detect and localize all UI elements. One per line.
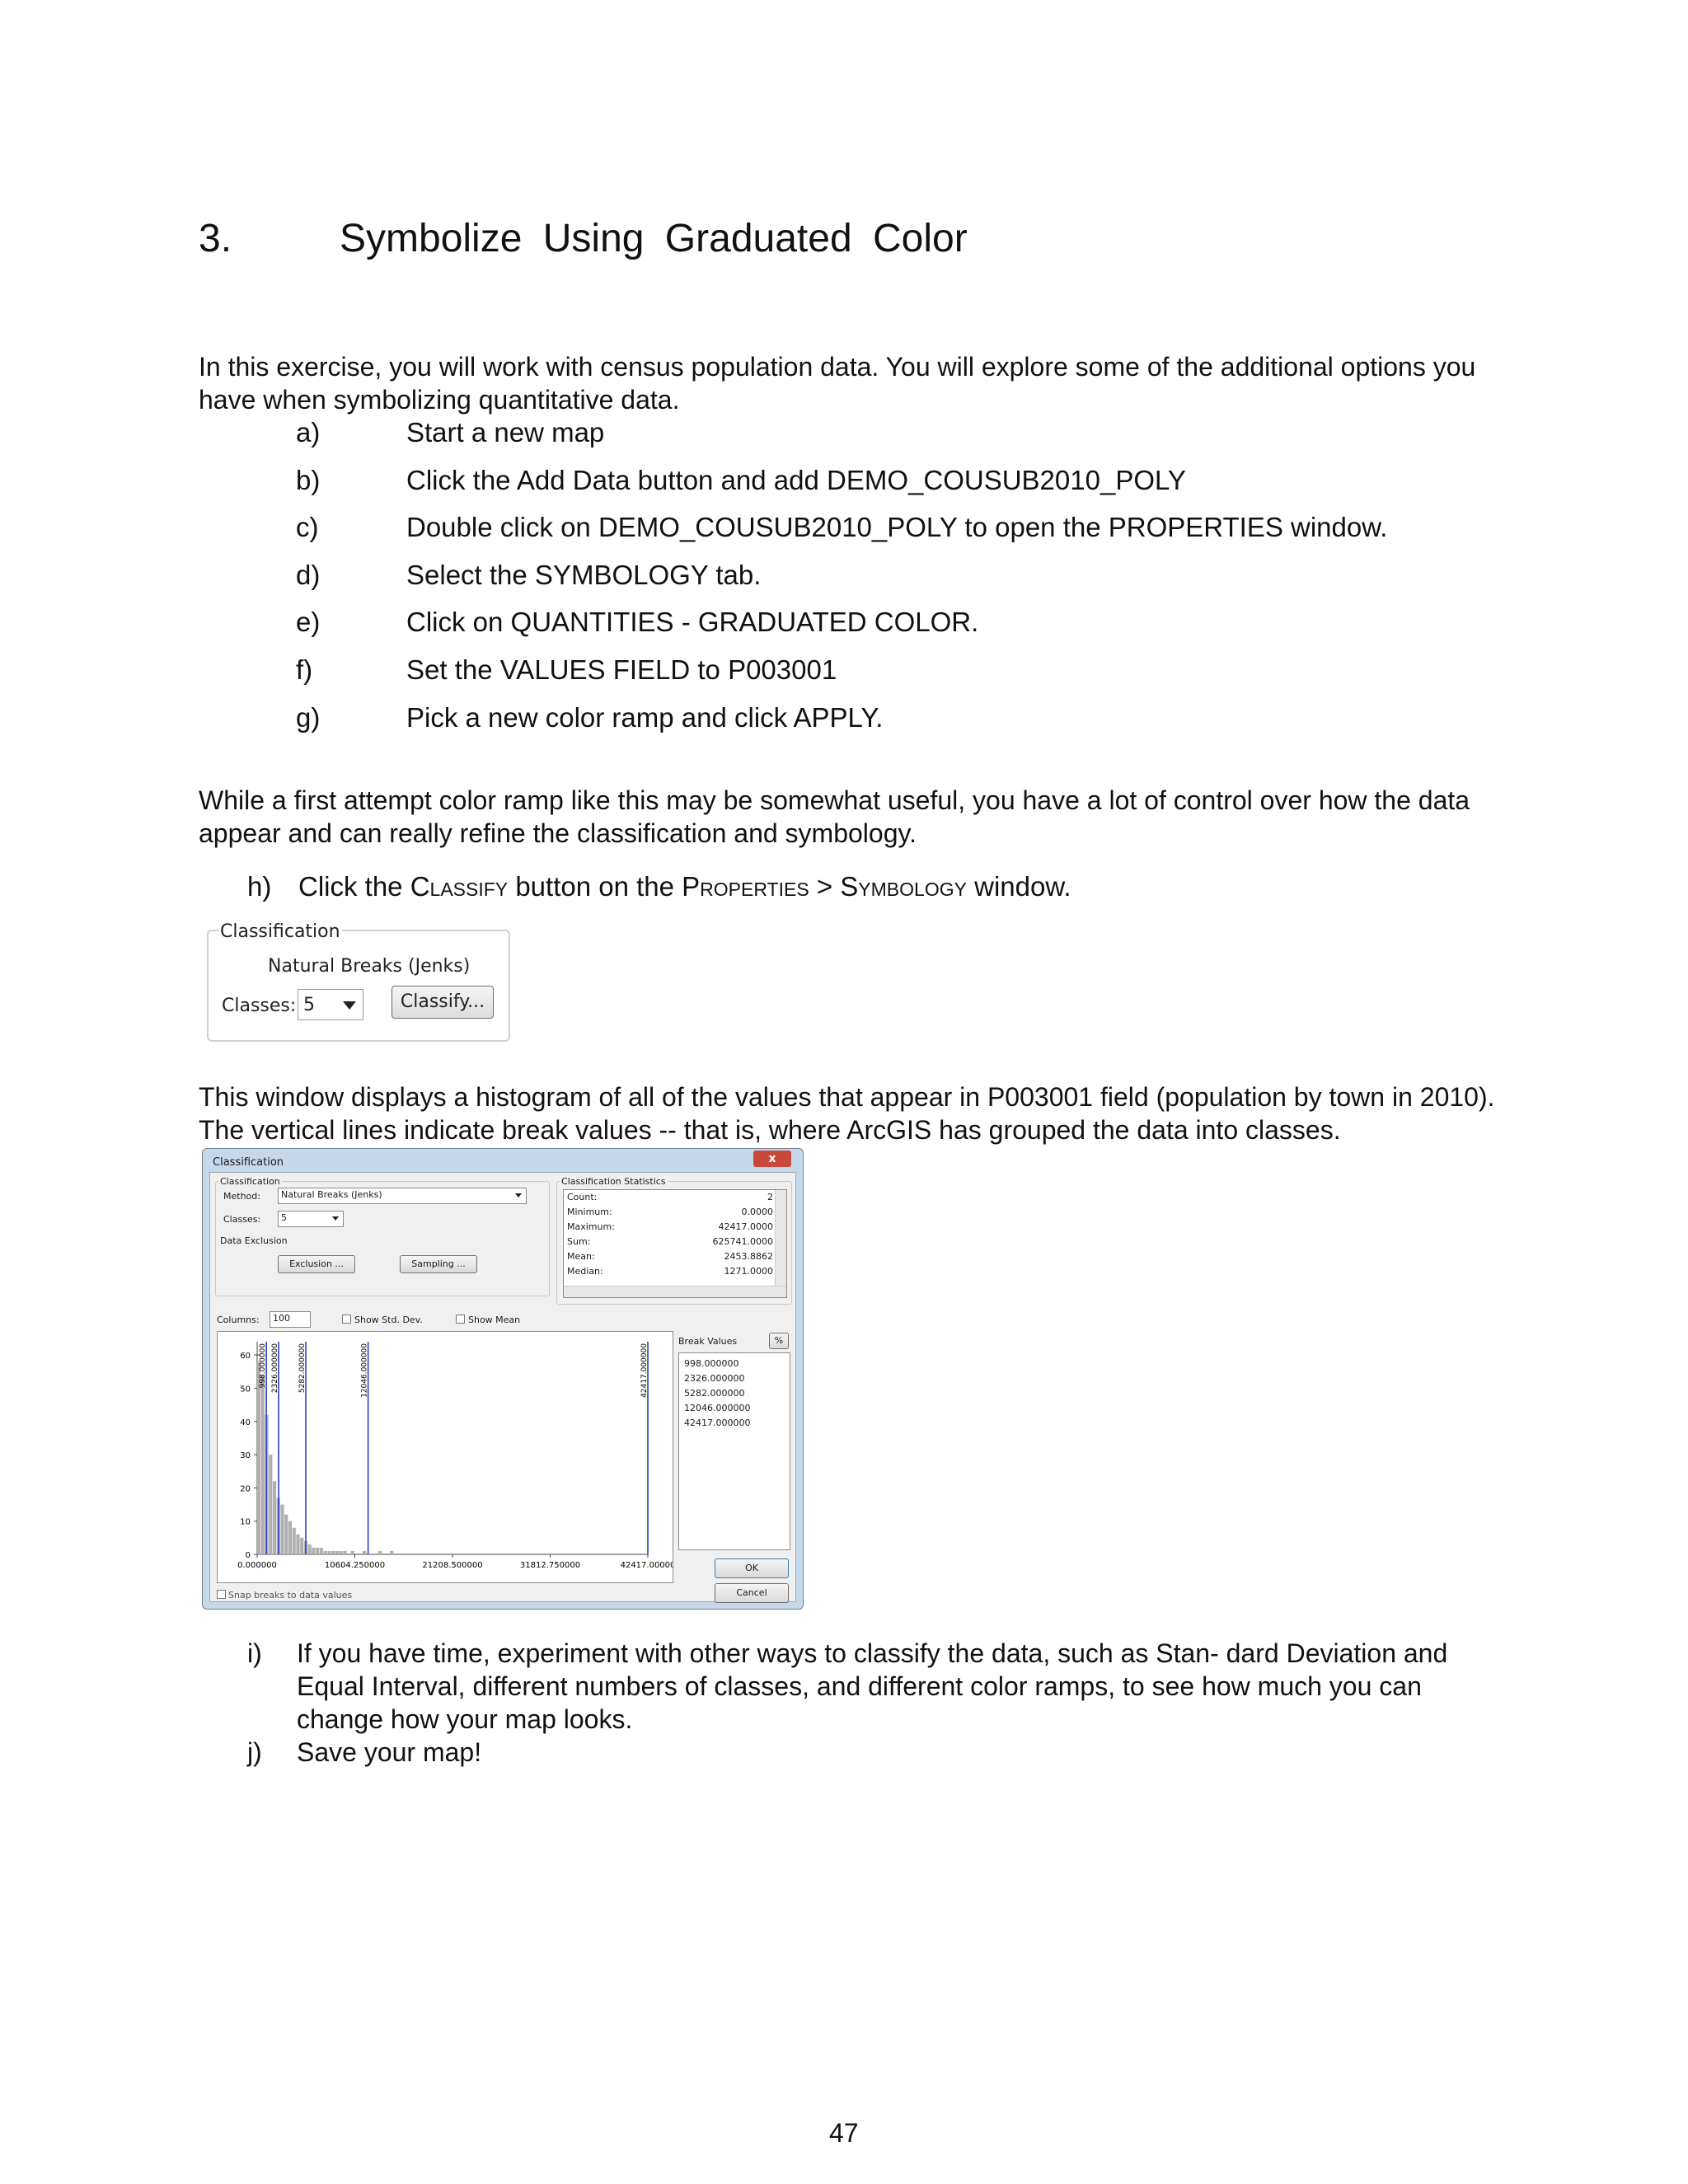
classification-panel-screenshot <box>207 921 510 1042</box>
list-text: Save your map! <box>297 1737 482 1767</box>
step-label: c) <box>296 512 319 542</box>
properties-term: Properties <box>682 871 809 902</box>
histogram-bar <box>390 1551 393 1554</box>
columns-label: Columns: <box>217 1315 260 1325</box>
y-tick-label: 50 <box>240 1385 251 1394</box>
histogram-bar <box>261 1375 265 1554</box>
method-value: Natural Breaks (Jenks) <box>281 1189 382 1200</box>
close-button[interactable]: x <box>753 1151 791 1167</box>
histogram-bar <box>316 1548 319 1554</box>
x-tick-label: 31812.750000 <box>519 1561 581 1570</box>
symbology-term: Symbology <box>840 871 967 902</box>
y-tick-label: 0 <box>245 1551 251 1560</box>
percent-button[interactable]: % <box>769 1333 789 1349</box>
histogram-svg <box>218 1332 673 1582</box>
columns-value: 100 <box>273 1313 290 1324</box>
histogram-bar <box>288 1521 292 1554</box>
histogram-bar <box>327 1551 331 1554</box>
histogram-bar <box>312 1548 315 1554</box>
histogram-bar <box>351 1551 354 1554</box>
snap-breaks-checkbox[interactable] <box>217 1590 226 1599</box>
step-text: Double click on DEMO_COUSUB2010_POLY to open the PROPERTIES window. <box>406 512 1388 542</box>
horizontal-scrollbar[interactable] <box>564 1286 786 1297</box>
break-label: 2326.000000 <box>270 1343 279 1394</box>
classification-legend: Classification <box>220 921 340 942</box>
break-value[interactable]: 5282.000000 <box>684 1388 745 1399</box>
histogram-bar <box>269 1455 272 1554</box>
histogram-bar <box>331 1551 335 1554</box>
exclusion-button[interactable]: Exclusion ... <box>278 1255 355 1273</box>
method-dropdown[interactable] <box>278 1188 527 1204</box>
break-label: 42417.000000 <box>640 1343 649 1398</box>
x-tick-label: 10604.250000 <box>324 1561 386 1570</box>
histogram-bar <box>320 1548 323 1554</box>
classification-dialog <box>202 1148 804 1610</box>
classes-value: 5 <box>281 1212 287 1223</box>
method-label: Natural Breaks (Jenks) <box>268 956 471 977</box>
y-tick-label: 60 <box>240 1352 251 1361</box>
histogram-bar <box>300 1538 303 1554</box>
break-label: 12046.000000 <box>360 1343 369 1398</box>
break-value[interactable]: 998.000000 <box>684 1358 739 1369</box>
histogram-chart[interactable] <box>217 1331 673 1583</box>
dialog-title: Classification <box>213 1156 284 1169</box>
step-text: Start a new map <box>406 417 605 448</box>
histogram-bar <box>284 1515 288 1554</box>
statistic-row: Sum: 625741.0000 <box>567 1236 773 1247</box>
classes-label: Classes: <box>223 1214 261 1225</box>
classification-group-label: Classification <box>220 1176 280 1187</box>
y-tick-label: 30 <box>240 1451 251 1461</box>
step-label: a) <box>296 417 321 448</box>
y-tick-label: 40 <box>240 1418 251 1427</box>
break-label: 5282.000000 <box>298 1343 307 1394</box>
statistic-row: Median: 1271.0000 <box>567 1266 773 1277</box>
show-std-dev-checkbox[interactable] <box>342 1315 351 1324</box>
histogram-bar <box>280 1505 284 1554</box>
histogram-paragraph: This window displays a histogram of all of the values that appear in P003001 field (population by town in 2010). The vertical lines indicate break values -- that is, where ArcGIS has grouped the data into classes. <box>199 1082 1495 1145</box>
x-tick-label: 21208.500000 <box>422 1561 483 1570</box>
step-text: Click on QUANTITIES - GRADUATED COLOR. <box>406 607 979 637</box>
histogram-bar <box>335 1551 339 1554</box>
page-number: 47 <box>829 2118 859 2148</box>
method-label: Method: <box>223 1191 260 1202</box>
dialog-body <box>209 1172 796 1602</box>
break-label: 998.000000 <box>259 1343 268 1389</box>
histogram-bar <box>343 1551 346 1554</box>
section-title: Symbolize Using Graduated Color <box>340 217 968 260</box>
show-mean-checkbox[interactable] <box>456 1315 465 1324</box>
list-text: If you have time, experiment with other ways to classify the data, such as Stan- dard Deviation and Equal Interval, different numbers of classes, and different color ramps, to see how much you can change how your map looks. <box>297 1638 1448 1734</box>
histogram-bar <box>293 1528 296 1554</box>
statistic-row: Mean: 2453.8862 <box>567 1251 773 1262</box>
step-label: f) <box>296 654 313 685</box>
intro-paragraph: In this exercise, you will work with census population data. You will explore some of the additional options you have when symbolizing quantitative data. <box>199 352 1476 415</box>
histogram-bar <box>273 1481 276 1554</box>
histogram-bar <box>257 1361 260 1554</box>
statistic-row: Minimum: 0.0000 <box>567 1207 773 1217</box>
x-tick-label: 0.000000 <box>237 1561 277 1570</box>
histogram-bar <box>363 1551 366 1554</box>
y-tick-label: 20 <box>240 1484 251 1494</box>
step-text: Pick a new color ramp and click APPLY. <box>406 702 884 733</box>
statistics-group-label: Classification Statistics <box>561 1176 666 1187</box>
histogram-bar <box>324 1551 327 1554</box>
vertical-scrollbar[interactable] <box>775 1190 786 1286</box>
statistic-row: Maximum: 42417.0000 <box>567 1221 773 1232</box>
break-value[interactable]: 42417.000000 <box>684 1418 751 1428</box>
step-text: Set the VALUES FIELD to P003001 <box>406 654 837 685</box>
list-label: j) <box>247 1737 262 1767</box>
columns-spinner[interactable] <box>270 1311 311 1328</box>
step-label: h) <box>247 871 272 902</box>
statistics-list[interactable] <box>563 1189 787 1298</box>
step-label: g) <box>296 702 321 733</box>
x-tick-label: 42417.00000 <box>620 1561 673 1570</box>
snap-breaks-label: Snap breaks to data values <box>228 1590 353 1601</box>
statistic-row: Count: 2 <box>567 1192 773 1202</box>
break-value[interactable]: 12046.000000 <box>684 1403 751 1413</box>
ok-button[interactable]: OK <box>715 1558 789 1578</box>
histogram-bar <box>296 1535 299 1554</box>
histogram-bar <box>308 1544 312 1554</box>
step-text: Click the Classify button on the Properties > Symbology window. <box>298 871 1071 902</box>
step-label: e) <box>296 607 321 637</box>
histogram-bar <box>340 1551 343 1554</box>
classify-term: Classify <box>410 871 509 902</box>
data-exclusion-label: Data Exclusion <box>220 1235 288 1246</box>
refine-paragraph: While a first attempt color ramp like this may be somewhat useful, you have a lot of control over how the data appear and can really refine the classification and symbology. <box>199 785 1470 848</box>
section-number: 3. <box>199 217 232 260</box>
classes-value: 5 <box>303 995 315 1015</box>
sampling-button[interactable]: Sampling ... <box>400 1255 477 1273</box>
classes-dropdown[interactable] <box>278 1211 344 1227</box>
show-mean-label: Show Mean <box>468 1315 521 1325</box>
y-tick-label: 10 <box>240 1517 251 1527</box>
break-value[interactable]: 2326.000000 <box>684 1373 745 1384</box>
step-label: d) <box>296 560 321 590</box>
classify-button[interactable]: Classify... <box>392 986 494 1019</box>
classes-dropdown[interactable] <box>298 989 363 1020</box>
show-std-dev-label: Show Std. Dev. <box>354 1315 423 1325</box>
step-text: Click the Add Data button and add DEMO_COUSUB2010_POLY <box>406 465 1186 495</box>
chevron-down-icon <box>343 1001 356 1010</box>
list-label: i) <box>247 1638 262 1668</box>
classes-label: Classes: <box>222 996 297 1016</box>
step-label: b) <box>296 465 321 495</box>
break-values-list[interactable] <box>678 1352 790 1550</box>
cancel-button[interactable]: Cancel <box>715 1583 789 1603</box>
step-text: Select the SYMBOLOGY tab. <box>406 560 762 590</box>
break-values-label: Break Values <box>678 1336 738 1347</box>
histogram-bar <box>378 1551 382 1554</box>
